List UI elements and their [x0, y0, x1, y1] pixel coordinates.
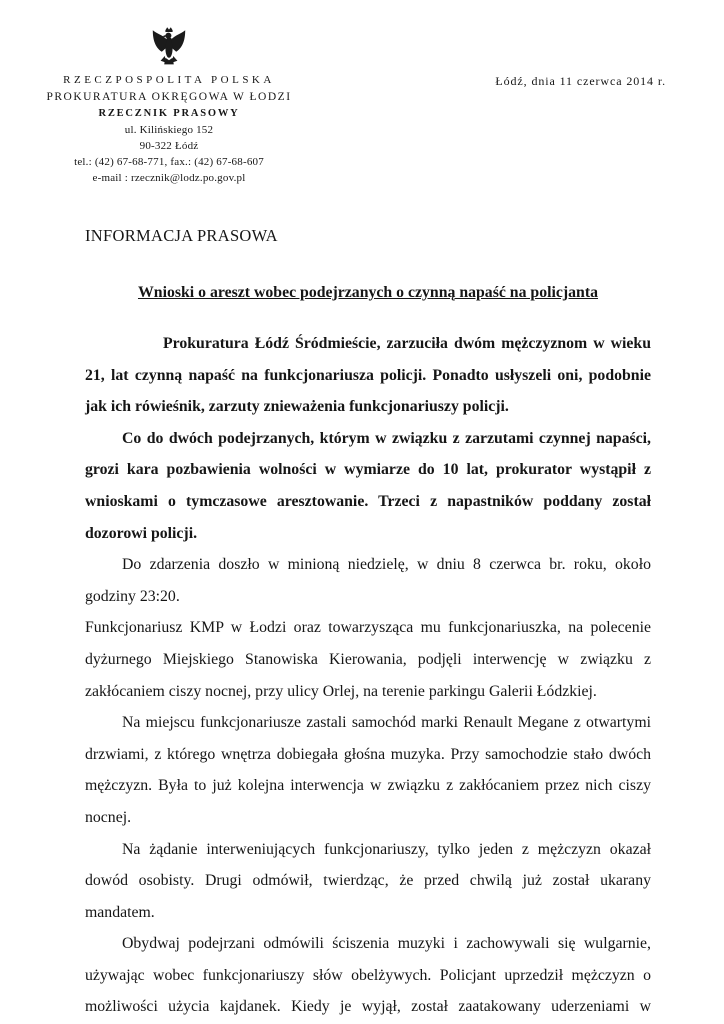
- spokesman-unit: RZECZNIK PRASOWY: [98, 108, 240, 119]
- document-content: [85, 226, 651, 1023]
- document-heading: Wnioski o areszt wobec podejrzanych o czynną napaść na policjanta: [137, 284, 599, 301]
- body-paragraphs: [85, 328, 651, 1023]
- paragraph-7: Obydwaj podejrzani odmówili ściszenia muzyki i zachowywali się wulgarnie, używając wobec funkcjonariuszy słów obelżywych. Policjant uprzedził mężczyzn o możliwości użycia kajdanek. Kiedy je wyjął, został zaatakowany uderzeniami w: [85, 935, 651, 1016]
- paragraph-4: Funkcjonariusz KMP w Łodzi oraz towarzysząca mu funkcjonariuszka, na polecenie dyżurnego Miejskiego Stanowiska Kierowania, podjęli interwencję w związku z zakłócaniem ciszy nocnej, przy ulicy Orlej, na terenie parkingu Galerii Łódzkiej.: [85, 619, 651, 700]
- office-name: PROKURATURA OKRĘGOWA W ŁODZI: [46, 91, 292, 103]
- paragraph-2: Co do dwóch podejrzanych, którym w związku z zarzutami czynnej napaści, grozi kara pozbawienia wolności w wymiarze do 10 lat, prokurator wystąpił z wnioskami o tymczasowe aresztowanie. Trzeci z napastników poddany został dozorowi policji.: [85, 429, 651, 542]
- polish-eagle-icon: [38, 26, 300, 68]
- address-street: ul. Kilińskiego 152: [124, 124, 214, 136]
- paragraph-3: Do zdarzenia doszło w minioną niedzielę, w dniu 8 czerwca br. roku, około godziny 23:20.: [85, 556, 651, 605]
- letterhead: [38, 26, 300, 186]
- email-line: e-mail : rzecznik@lodz.po.gov.pl: [92, 172, 246, 184]
- republic-name: RZECZPOSPOLITA POLSKA: [63, 74, 275, 86]
- document-title: INFORMACJA PRASOWA: [85, 226, 278, 245]
- paragraph-1: Prokuratura Łódź Śródmieście, zarzuciła dwóm mężczyznom w wieku 21, lat czynną napaść na funkcjonariusza policji. Ponadto usłyszeli oni, podobnie jak ich rówieśnik, zarzuty znieważenia funkcjonariuszy policji.: [85, 335, 651, 416]
- address-city: 90-322 Łódź: [139, 140, 199, 152]
- paragraph-6: Na żądanie interweniujących funkcjonariuszy, tylko jeden z mężczyzn okazał dowód osobisty. Drugi odmówił, twierdząc, że przed chwilą już został ukarany mandatem.: [85, 840, 651, 921]
- paragraph-5: Na miejscu funkcjonariusze zastali samochód marki Renault Megane z otwartymi drzwiami, z którego wnętrza dobiegała głośna muzyka. Przy samochodzie stało dwóch mężczyzn. Była to już kolejna interwencja w związku z zakłócaniem przez nich ciszy nocnej.: [85, 714, 651, 826]
- dateline: Łódź, dnia 11 czerwca 2014 r.: [495, 74, 666, 88]
- phone-fax-line: tel.: (42) 67-68-771, fax.: (42) 67-68-607: [74, 156, 264, 168]
